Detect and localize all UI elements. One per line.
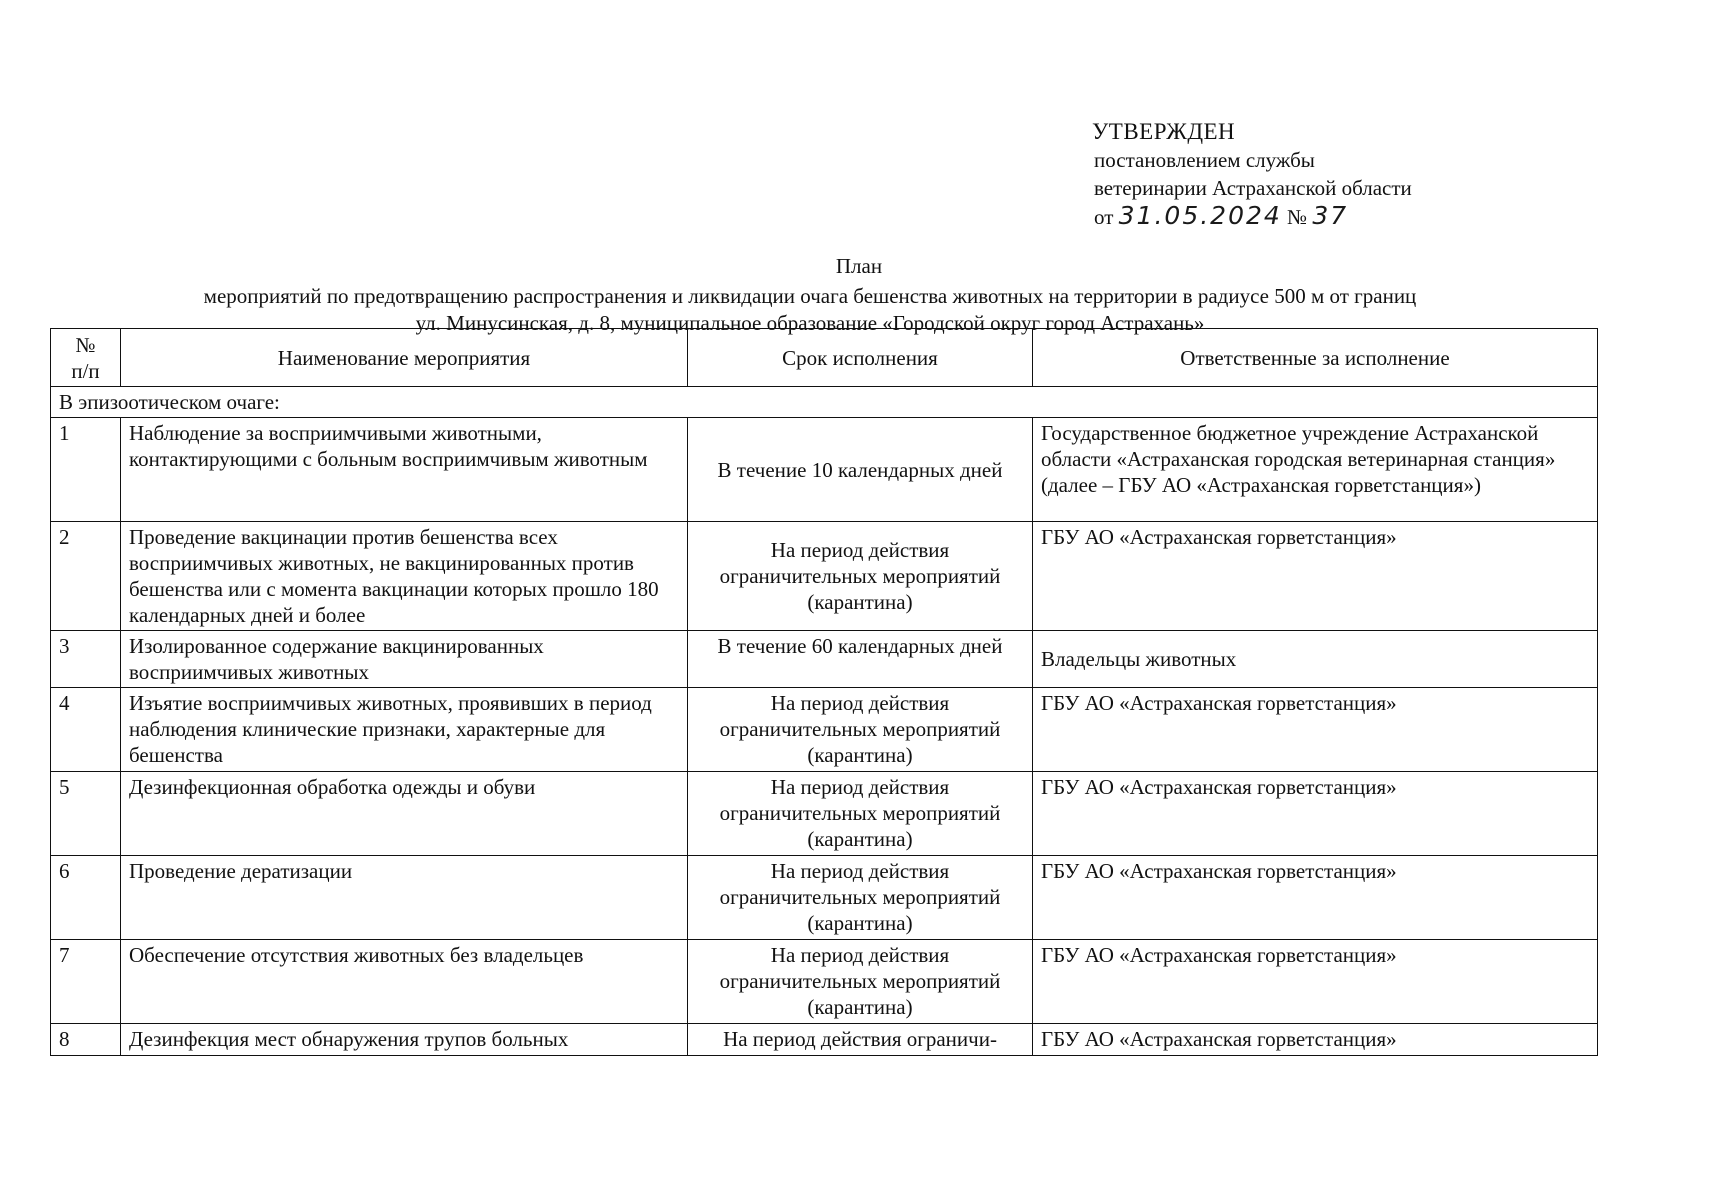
- approval-line1: постановлением службы: [1094, 148, 1315, 172]
- row-name: Изъятие восприимчивых животных, проявивших в период наблюдения клинические признаки, характерные для бешенства: [121, 688, 688, 772]
- row-responsible: Владельцы животных: [1033, 631, 1598, 688]
- row-name: Обеспечение отсутствия животных без владельцев: [121, 940, 688, 1024]
- approval-number-sign: №: [1287, 205, 1308, 229]
- row-name: Проведение дератизации: [121, 856, 688, 940]
- row-term: На период действия ограничи-: [688, 1024, 1033, 1056]
- row-name: Проведение вакцинации против бешенства всех восприимчивых животных, не вакцинированных против бешенства или с момента вакцинации которых прошло 180 календарных дней и более: [121, 522, 688, 631]
- row-name: Дезинфекционная обработка одежды и обуви: [121, 772, 688, 856]
- row-term: На период действия ограничительных мероприятий (карантина): [688, 688, 1033, 772]
- row-num: 6: [51, 856, 121, 940]
- row-responsible: ГБУ АО «Астраханская горветстанция»: [1033, 940, 1598, 1024]
- row-responsible: ГБУ АО «Астраханская горветстанция»: [1033, 856, 1598, 940]
- table-row: [51, 940, 1598, 1024]
- header-num-line2: п/п: [71, 358, 100, 383]
- table-header-row: [51, 329, 1598, 387]
- row-name: Дезинфекция мест обнаружения трупов больных: [121, 1024, 688, 1056]
- row-num: 1: [51, 418, 121, 522]
- section-row: [51, 387, 1598, 418]
- table-row: [51, 772, 1598, 856]
- row-num: 7: [51, 940, 121, 1024]
- row-responsible: ГБУ АО «Астраханская горветстанция»: [1033, 522, 1598, 631]
- approval-number-handwritten: 37: [1312, 201, 1349, 230]
- plan-subtitle-line1: мероприятий по предотвращению распространения и ликвидации очага бешенства животных на территории в радиусе 500 м от границ: [203, 284, 1417, 308]
- row-name: Изолированное содержание вакцинированных восприимчивых животных: [121, 631, 688, 688]
- row-num: 4: [51, 688, 121, 772]
- row-name: Наблюдение за восприимчивыми животными, контактирующими с больным восприимчивым животным: [121, 418, 688, 522]
- row-term: На период действия ограничительных мероприятий (карантина): [688, 772, 1033, 856]
- row-term: В течение 10 календарных дней: [688, 418, 1033, 522]
- row-term: На период действия ограничительных мероприятий (карантина): [688, 856, 1033, 940]
- measures-table: [50, 328, 1598, 1056]
- header-num: [51, 329, 121, 387]
- approval-date-prefix: от: [1094, 205, 1114, 229]
- approval-date-row: [1092, 202, 1412, 231]
- approval-date-handwritten: 31.05.2024: [1118, 201, 1282, 230]
- row-responsible: ГБУ АО «Астраханская горветстанция»: [1033, 688, 1598, 772]
- table-row: [51, 631, 1598, 688]
- row-term: На период действия ограничительных мероприятий (карантина): [688, 522, 1033, 631]
- plan-title: План: [835, 254, 883, 278]
- row-term: В течение 60 календарных дней: [688, 631, 1033, 688]
- header-responsible: Ответственные за исполнение: [1033, 329, 1598, 387]
- approval-line2: ветеринарии Астраханской области: [1094, 176, 1412, 200]
- header-term: Срок исполнения: [688, 329, 1033, 387]
- row-responsible: Государственное бюджетное учреждение Астраханской области «Астраханская городская ветеринарная станция» (далее – ГБУ АО «Астраханская горветстанция»): [1033, 418, 1598, 522]
- approval-stamp: [1092, 118, 1412, 231]
- row-num: 5: [51, 772, 121, 856]
- table-row: [51, 522, 1598, 631]
- table-row: [51, 418, 1598, 522]
- table-row: [51, 688, 1598, 772]
- table-row: [51, 856, 1598, 940]
- row-num: 8: [51, 1024, 121, 1056]
- row-responsible: ГБУ АО «Астраханская горветстанция»: [1033, 772, 1598, 856]
- row-num: 3: [51, 631, 121, 688]
- approval-title: УТВЕРЖДЕН: [1092, 119, 1236, 144]
- row-term: На период действия ограничительных мероприятий (карантина): [688, 940, 1033, 1024]
- section-label: В эпизоотическом очаге:: [51, 387, 1598, 418]
- header-num-line1: №: [75, 332, 96, 357]
- row-responsible: ГБУ АО «Астраханская горветстанция»: [1033, 1024, 1598, 1056]
- row-num: 2: [51, 522, 121, 631]
- header-name: Наименование мероприятия: [121, 329, 688, 387]
- table-row: [51, 1024, 1598, 1056]
- plan-subtitle-line2: ул. Минусинская, д. 8, муниципальное образование «Городской округ город Астрахань»: [415, 311, 1205, 335]
